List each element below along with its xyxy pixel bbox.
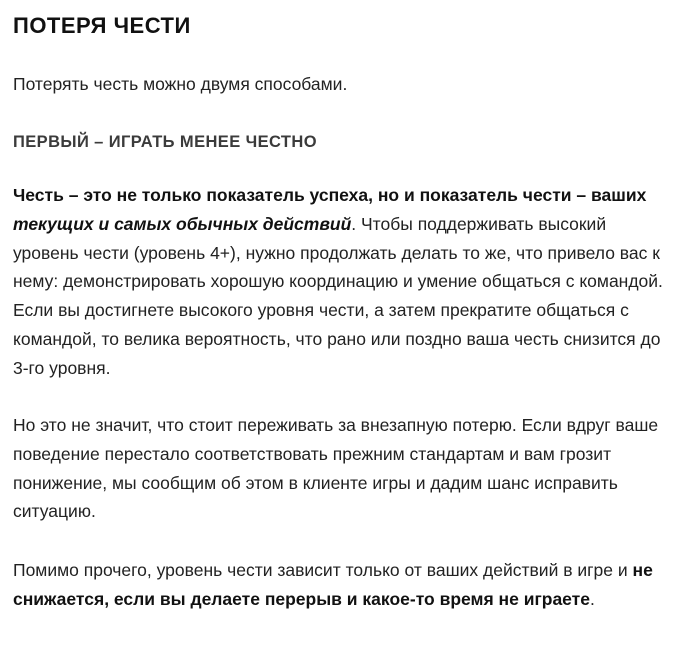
page-title: ПОТЕРЯ ЧЕСТИ bbox=[13, 13, 191, 38]
break-note-lead: Помимо прочего, уровень чести зависит только от ваших действий в игре и bbox=[13, 560, 633, 580]
intro-text: Потерять честь можно двумя способами. bbox=[13, 74, 348, 94]
section-subtitle: ПЕРВЫЙ – ИГРАТЬ МЕНЕЕ ЧЕСТНО bbox=[13, 133, 317, 151]
bold-lead-text: Честь – это не только показатель успеха, но и показатель чести – ваших bbox=[13, 185, 647, 205]
paragraph-honor-definition bbox=[13, 181, 663, 383]
break-note-tail: . bbox=[590, 588, 595, 609]
break-note-bold: не снижается, если вы делаете перерыв и какое-то время не играете bbox=[13, 560, 653, 609]
paragraph-break-note bbox=[13, 556, 663, 614]
paragraph-rest-text: . Чтобы поддерживать высокий уровень чести (уровень 4+), нужно продолжать делать то же, что привело вас к нему: демонстрировать хорошую координацию и умение общаться с командой. Если вы достигнете высокого уровня чести, а затем прекратите общаться с командой, то велика вероятность, что рано или поздно ваша честь снизится до 3-го уровня. bbox=[13, 213, 663, 378]
paragraph-warning-notice: Но это не значит, что стоит переживать за внезапную потерю. Если вдруг ваше поведение перестало соответствовать прежним стандартам и вам грозит понижение, мы сообщим об этом в клиенте игры и дадим шанс исправить ситуацию. bbox=[13, 415, 659, 522]
bold-italic-text: текущих и самых обычных действий bbox=[13, 213, 352, 234]
